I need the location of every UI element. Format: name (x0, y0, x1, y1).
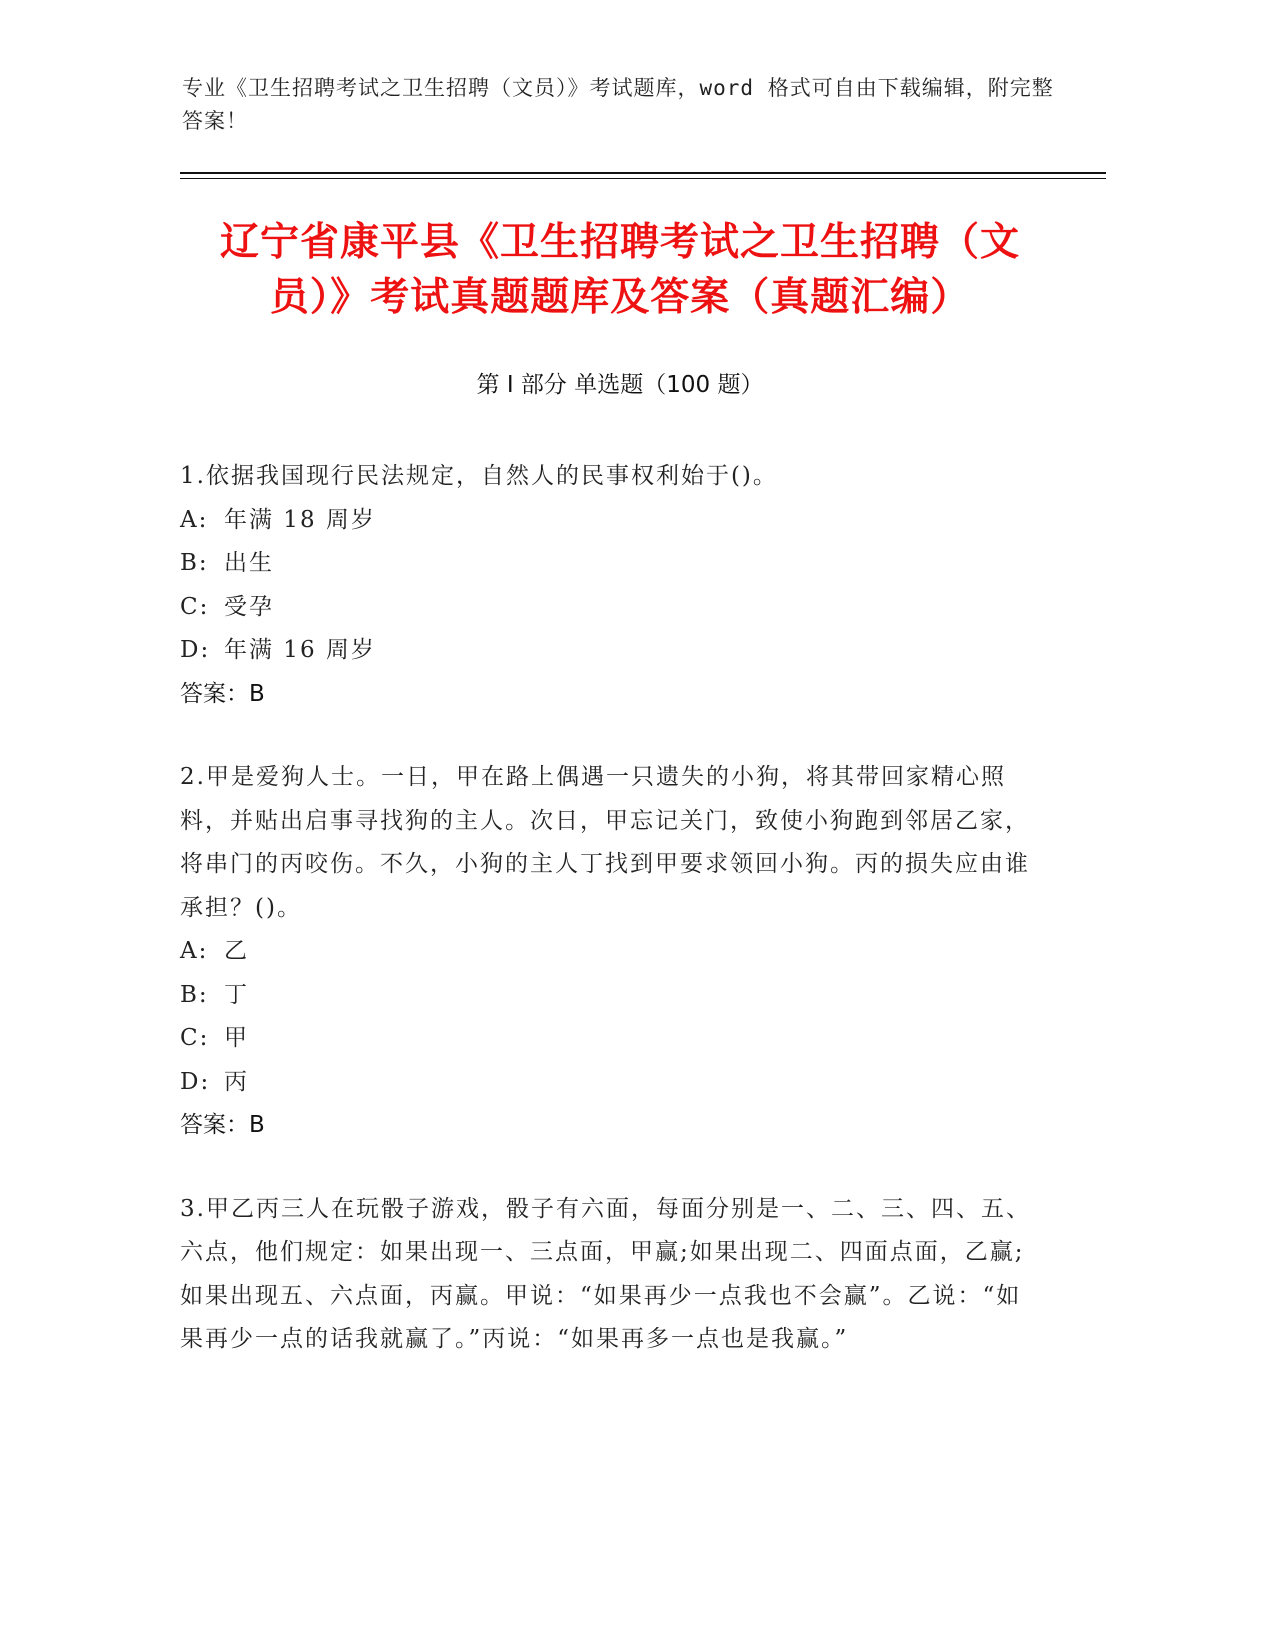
question-stem: 3.甲乙丙三人在玩骰子游戏，骰子有六面，每面分别是一、二、三、四、五、六点，他们规定：如果出现一、三点面，甲赢;如果出现二、四面点面，乙赢;如果出现五、六点面，丙赢。甲说：“如果再少一点我也不会赢”。乙说：“如果再少一点的话我就赢了。”丙说：“如果再多一点也是我赢。” (180, 1195, 1031, 1352)
option-key: D: (180, 1068, 211, 1095)
question-stem: 1.依据我国现行民法规定，自然人的民事权利始于()。 (180, 463, 778, 489)
question-1 (180, 455, 1040, 716)
option-key: B: (180, 981, 209, 1008)
option-key: C: (180, 593, 210, 620)
question-stem: 2.甲是爱狗人士。一日，甲在路上偶遇一只遗失的小狗，将其带回家精心照料，并贴出启事寻找狗的主人。次日，甲忘记关门，致使小狗跑到邻居乙家，将串门的丙咬伤。不久，小狗的主人丁找到甲要求领回小狗。丙的损失应由谁承担？()。 (180, 764, 1030, 921)
option-b (180, 974, 1040, 1018)
option-text: 年满 18 周岁 (224, 506, 376, 533)
option-text: 年满 16 周岁 (224, 637, 376, 663)
option-d (180, 629, 1040, 673)
option-key: A: (180, 938, 209, 964)
option-key: C: (180, 1025, 210, 1051)
option-b (180, 542, 1040, 586)
option-key: A: (180, 506, 209, 533)
option-text: 受孕 (224, 593, 274, 620)
option-text: 出生 (224, 550, 274, 576)
option-c (180, 586, 1040, 630)
answer-line: 答案：B (180, 680, 265, 707)
question-3 (180, 1188, 1040, 1362)
option-key: B: (180, 550, 209, 576)
header-rule-thick (180, 172, 1106, 174)
document-title: 辽宁省康平县《卫生招聘考试之卫生招聘（文员）》考试真题题库及答案（真题汇编） (219, 220, 1020, 320)
option-text: 甲 (224, 1025, 249, 1051)
option-text: 丙 (224, 1068, 249, 1095)
option-d (180, 1061, 1040, 1105)
option-key: D: (180, 637, 211, 663)
header-note: 专业《卫生招聘考试之卫生招聘（文员）》考试题库，word 格式可自由下载编辑，附完整答案！ (182, 76, 1054, 133)
question-list (180, 455, 1040, 1402)
option-c (180, 1017, 1040, 1061)
answer-line: 答案：B (180, 1112, 265, 1138)
option-a (180, 930, 1040, 974)
option-text: 乙 (224, 938, 249, 964)
option-text: 丁 (224, 981, 249, 1008)
option-a (180, 499, 1040, 543)
section-title: 第 I 部分 单选题（100 题） (476, 372, 764, 398)
question-2 (180, 756, 1040, 1148)
header-rule-thin (180, 178, 1106, 179)
